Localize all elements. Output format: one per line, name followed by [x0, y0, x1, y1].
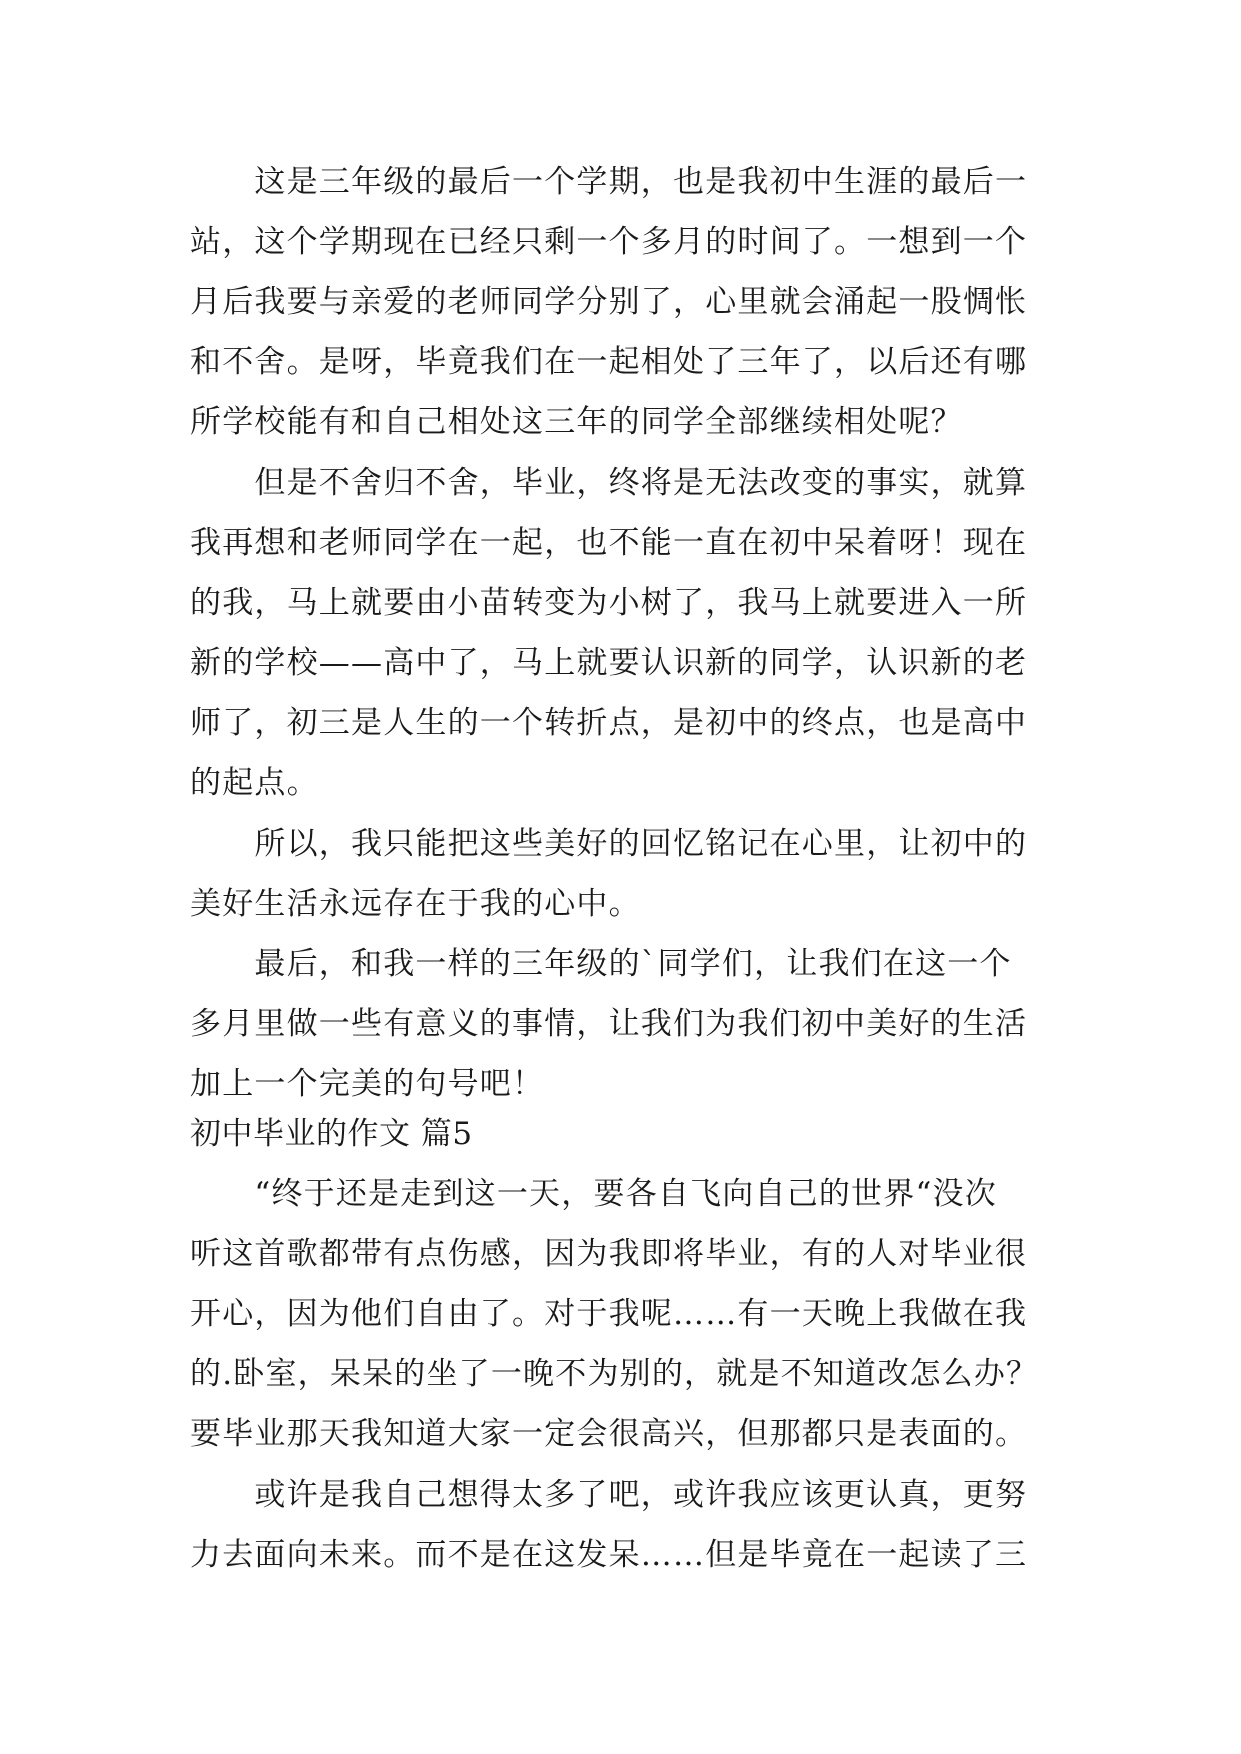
- text-line: 的我，马上就要由小苗转变为小树了，我马上就要进入一所: [190, 585, 1028, 621]
- text-line: 新的学校——高中了，马上就要认识新的同学，认识新的老: [190, 645, 1028, 681]
- text-line: 力去面向未来。而不是在这发呆……但是毕竟在一起读了三: [190, 1537, 1028, 1573]
- text-line: 要毕业那天我知道大家一定会很高兴，但那都只是表面的。: [190, 1416, 1028, 1452]
- section-heading: 初中毕业的作文 篇5: [190, 1116, 473, 1152]
- text-line: 这是三年级的最后一个学期，也是我初中生涯的最后一: [190, 164, 1028, 200]
- text-line: 开心，因为他们自由了。对于我呢……有一天晚上我做在我: [190, 1296, 1028, 1332]
- text-line: 听这首歌都带有点伤感，因为我即将毕业，有的人对毕业很: [190, 1236, 1028, 1272]
- text-line: 所学校能有和自己相处这三年的同学全部继续相处呢？: [190, 404, 963, 440]
- text-line: 或许是我自己想得太多了吧，或许我应该更认真，更努: [190, 1477, 1028, 1513]
- text-line: 所以，我只能把这些美好的回忆铭记在心里，让初中的: [190, 826, 1028, 862]
- text-line: 加上一个完美的句号吧！: [190, 1066, 545, 1102]
- text-line: 多月里做一些有意义的事情，让我们为我们初中美好的生活: [190, 1006, 1028, 1042]
- text-line: 最后，和我一样的三年级的`同学们，让我们在这一个: [190, 946, 1012, 982]
- text-line: 月后我要与亲爱的老师同学分别了，心里就会涌起一股惆怅: [190, 284, 1028, 320]
- text-line: 站，这个学期现在已经只剩一个多月的时间了。一想到一个: [190, 224, 1028, 260]
- text-line: 美好生活永远存在于我的心中。: [190, 886, 641, 922]
- text-line: 的起点。: [190, 765, 319, 801]
- text-line: 和不舍。是呀，毕竟我们在一起相处了三年了，以后还有哪: [190, 344, 1028, 380]
- text-line: 但是不舍归不舍，毕业，终将是无法改变的事实，就算: [190, 465, 1028, 501]
- text-line: 的.卧室，呆呆的坐了一晚不为别的，就是不知道改怎么办？: [190, 1356, 1039, 1392]
- text-line: “终于还是走到这一天，要各自飞向自己的世界“没次: [190, 1176, 997, 1212]
- text-line: 师了，初三是人生的一个转折点，是初中的终点，也是高中: [190, 705, 1028, 741]
- text-line: 我再想和老师同学在一起，也不能一直在初中呆着呀！现在: [190, 525, 1028, 561]
